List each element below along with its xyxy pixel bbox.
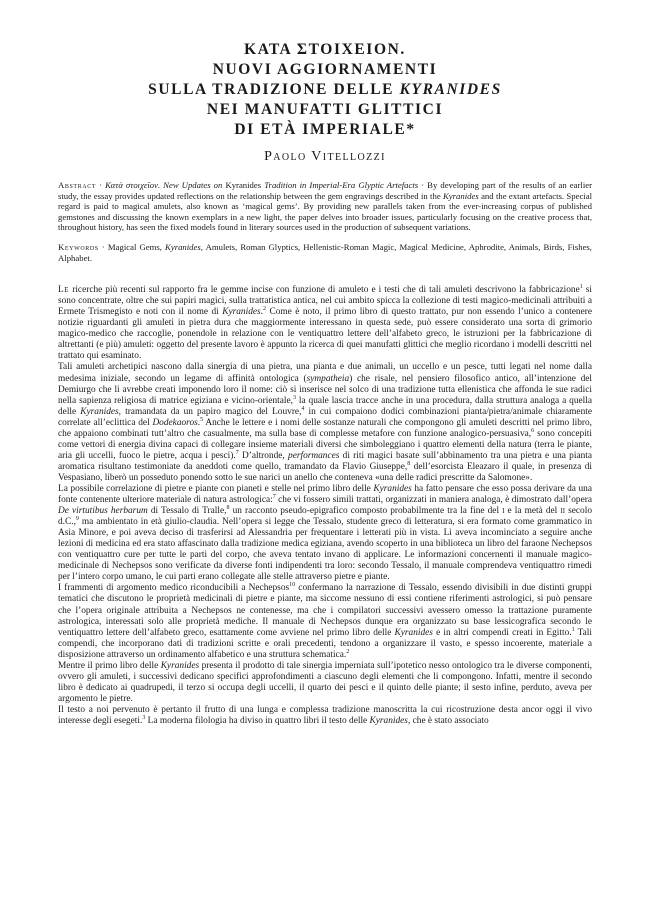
footnote-ref: 7: [235, 449, 239, 456]
p3-b: ha fatto pensare che esso possa derivare da una fonte contenente ulteriore materiale di natura astrologica:: [58, 484, 593, 506]
p1-i1: Kyranides: [222, 307, 261, 318]
p4-i1: Kyranides: [394, 627, 433, 638]
p2-d: , tramandata da un papiro magico del Louvre,: [118, 406, 302, 417]
keywords: [58, 242, 592, 263]
footnote-ref: 6: [531, 427, 535, 434]
p1-a: ricerche più recenti sul rapporto fra le gemme incise con funzione di amuleto e i testi che di tali amuleti descrivono la fabbricazione: [69, 285, 580, 296]
p2-i2: Kyranides: [80, 406, 119, 417]
article-title: [58, 40, 592, 140]
p6-i1: Kyranides: [369, 715, 408, 726]
title-line-3: [58, 80, 592, 100]
p3-i2: De virtutibus herbarum: [58, 506, 148, 517]
article-body: [58, 285, 592, 727]
paragraph-6: [58, 705, 592, 727]
title-line-4: NEI MANUFATTI GLITTICI: [206, 101, 444, 118]
p3-c: che vi fossero simili trattati, organizzati in maniera analoga, è dimostrato dall’opera: [275, 495, 592, 506]
keywords-label: Keywords: [58, 241, 99, 252]
title-line-5: DI ETÀ IMPERIALE*: [234, 121, 416, 138]
abstract-text-a: · By developing part of the results of an earlier study, the essay provides updated reflections on the relationship between the gem engravings described in the: [58, 180, 592, 201]
p2-i1: sympatheia: [306, 373, 350, 384]
p2-h: sono concepiti come vettori di energia divina capaci di collegare insieme materiali diversi che simboleggiano i quattro elementi della natura (terra le piante, aria gli uccelli, fuoco le pietre, acqua i pesci).: [58, 428, 592, 461]
p2-i3: Dodekaoros: [152, 417, 198, 428]
p3-century-1: i: [502, 506, 505, 517]
abstract: [58, 180, 592, 233]
p2-f: .: [197, 417, 201, 428]
p2-g: Anche le lettere e i nomi delle sostanze naturali che compongono gli amuleti descritti nel primo libro, che appaiono combinati tutt’altro che casualmente, ma sulla base di complesse metafore con funzione analogico-persuasiva,: [58, 417, 592, 439]
p3-a: La possibile correlazione di pietre e piante con pianeti e stelle nel primo libro delle: [58, 484, 374, 494]
title-kyranides: KYRANIDES: [399, 81, 502, 98]
p5-b: presenta il prodotto di tale sinergia imperniata sull’ipotetico nesso ontologico tra le diverse componenti, ovvero gli amuleti, i successivi dedicano specifici approfondimenti a ciascuno degli elementi che li compongono. Infatti, mentre il secondo libro è dedicato ai quadrupedi, il terzo si occupa degli uccelli, il quarto dei pesci e il quinto delle piante; il sesto infine, perduto, aveva per argomento le pietre.: [58, 660, 592, 704]
keywords-sep: ·: [98, 241, 108, 252]
author-name: Paolo Vitellozzi: [264, 149, 386, 164]
footnote-ref: 3: [142, 714, 146, 721]
p1-b: si sono concentrate, oltre che sui papiri magici, sulla trattatistica antica, nel cui ambito spicca la collezione di testi magico-medicinali attribuiti a Ermete Trismegisto e noti con il nome di: [58, 285, 592, 318]
footnote-ref: 2: [346, 648, 350, 655]
p4-b: confermano la narrazione di Tessalo, essendo divisibili in due distinti gruppi tematici che discutono le proprietà medicinali di pietre e piante, ma siccome nessuno di essi contiene riferimenti astrologici, si può pensare che l’opera originale attribuita a Nechepsos ne contenesse, ma che i compilatori successivi avessero omesso la trattazione puramente astrologica, interessati solo alle proprietà mediche. Il manuale di Nechepsos dunque era organizzato su base lessicografica secondo le ventiquattro lettere dell’alfabeto greco, esattamente come avviene nel primo libro delle: [58, 583, 592, 638]
p2-i4: performances: [288, 450, 340, 461]
p4-c: e in altri compendi creati in Egitto.: [432, 627, 572, 638]
p3-e: un racconto pseudo-epigrafico composto probabilmente tra la fine del: [229, 506, 503, 517]
p6-a: Il testo a noi pervenuto è pertanto il frutto di una lunga e complessa tradizione manoscritta la cui ricostruzione desta ancor oggi il vivo interesse degli esegeti.: [58, 704, 592, 726]
footnote-ref: 8: [226, 504, 230, 511]
p2-j: di riti magici basate sull’abbinamento tra una pietra e una pianta aromatica risultano testimoniate da aneddoti come quello, tramandato da Flavio Giuseppe,: [58, 450, 593, 472]
footnote-ref: 3: [292, 394, 296, 401]
keywords-text-a: Magical Gems,: [107, 241, 166, 252]
paragraph-4: [58, 583, 592, 660]
p3-i1: Kyranides: [373, 484, 412, 494]
abstract-label: Abstract: [58, 180, 97, 190]
footnote-ref: 7: [272, 493, 276, 500]
abstract-title-c: Tradition in Imperial-Era Glyptic Artefacts: [261, 180, 419, 190]
p2-a: Tali amuleti archetipici nascono dalla sinergia di una pietra, una pianta e due animali, un uccello e un pesce, tutti legati nel nome dalla medesima iniziale, secondo un legame di affinità ontologica (: [58, 362, 592, 384]
footnote-ref: 1: [571, 626, 575, 633]
p3-f: e la metà del: [504, 506, 561, 517]
p6-c: , che è stato associato: [407, 715, 489, 726]
paragraph-2: [58, 362, 592, 484]
footnote-ref: 9: [75, 516, 79, 523]
footnote-ref: 2: [263, 306, 266, 313]
abstract-text-b: Kyranides: [443, 190, 479, 201]
article-page: [58, 40, 592, 727]
p1-d: Come è noto, il primo libro di questo trattato, pur non essendo l’unico a contenere notizie riguardanti gli amuleti in pietra dura che maggiormente interessano in questa sede, può essere considerato una sorta di grimorio magico-medico che raccoglie, ponendole in relazione con le ventiquattro lettere dell’alfabeto greco, le istruzioni per la fabbricazione di altrettanti (e più) amuleti: oggetto del presente lavoro è appunto la ricerca di quei manufatti glittici che meglio ricordano i modelli descritti nel trattato qui esaminato.: [58, 307, 592, 362]
p2-b: ) che risale, nel pensiero filosofico antico, all’intenzione del Demiurgo che li avrebbe creati imponendo loro il nome: ciò si inserisce nel solco di una tradizione tutta ellenistica che affonda le sue radici nella sapienza religiosa di matrice egiziana e vicino-orientale,: [58, 373, 592, 406]
p6-b: La moderna filologia ha diviso in quattro libri il testo delle: [145, 715, 370, 726]
p5-a: Mentre il primo libro delle: [58, 660, 161, 671]
abstract-title-b: Kyranides: [225, 180, 262, 190]
p2-k: dell’esorcista Eleazaro il quale, in presenza di Vespasiano, liberò un posseduto ponendo sotto le sue narici un anello che conteneva «una delle radici prescritte da Salomone».: [58, 461, 592, 483]
p2-e: in cui compaiono dodici combinazioni pianta/pietra/animale chiaramente correlate all’eclittica del: [58, 406, 592, 428]
p3-g: secolo d.C.,: [58, 506, 592, 528]
p3-h: ma ambientato in età giulio-claudia. Nell’opera si legge che Tessalo, studente greco di letteratura, si era formato come grammatico in Asia Minore, e poi aveva deciso di trasferirsi ad Alessandria per frequentare i letterati più in vista. Lì aveva incominciato a seguire anche lezioni di medicina ed era stato affascinato dalla tradizione medica egiziana, avendo scoperto in una biblioteca un libro del faraone Nechepsos con ventiquattro cure per tutte le parti del corpo, che aveva tentato invano di applicare. Le informazioni concernenti il manuale magico-medicinale di Nechepsos sono verificate da diverse fonti indipendenti tra loro: secondo Tessalo, il manuale comprendeva ventiquattro rimedi per l’intero corpo umano, le cui parti erano collegate alle stelle attraverso pietre e piante.: [58, 517, 592, 583]
footnote-ref: 5: [200, 416, 204, 423]
p5-i1: Kyranides: [160, 660, 200, 671]
title-line-2: NUOVI AGGIORNAMENTI: [212, 61, 438, 78]
keywords-text-b: Kyranides: [165, 241, 201, 252]
footnote-ref: 1: [579, 284, 583, 291]
abstract-title-a: New Updates on: [160, 180, 226, 190]
footnote-ref: 10: [289, 582, 296, 589]
p3-d: di Tessalo di Tralle,: [147, 506, 227, 517]
p4-a: I frammenti di argomento medico riconducibili a Nechepsos: [58, 583, 290, 594]
p3-century-2: ii: [560, 506, 566, 517]
p2-i: D’altronde,: [238, 450, 289, 461]
paragraph-5: [58, 661, 592, 705]
paragraph-1: [58, 285, 592, 362]
p1-c: .: [260, 307, 263, 318]
p2-c: la quale lascia tracce anche in una procedura, dalla struttura analoga a quella delle: [58, 395, 592, 417]
p4-d: Tali compendi, che incorporano dati di tradizioni scritte e orali precedenti, tendono a organizzare il vasto, e spesso incoerente, materiale a disposizione attraverso un ordinamento alfabetico e una struttura schematica.: [58, 627, 592, 660]
title-line-3-text: SULLA TRADIZIONE DELLE: [148, 81, 400, 98]
p1-lead: Le: [58, 285, 70, 296]
abstract-greek: Κατὰ στοιχεῖον.: [105, 180, 161, 190]
footnote-ref: 8: [407, 460, 411, 467]
title-line-1: ΚΑΤΑ ΣΤΟΙΧΕΙΟΝ.: [244, 41, 406, 58]
abstract-text-c: and the extant artefacts. Special regard is paid to magical amulets, also known as ‘magical gems’. By providing new parallels taken from the ever-increasing corpus of published gemstones and discussing the known exemplars in a new light, the paper delves into broader issues, particularly focusing on the creative process that, throughout history, has seen the fixed models found in literary sources used in the production of subsequent variations.: [58, 190, 592, 233]
abstract-sep: ·: [96, 180, 106, 190]
keywords-text-c: , Amulets, Roman Glyptics, Hellenistic-Roman Magic, Magical Medicine, Aphrodite, Animals, Birds, Fishes, Alphabet.: [58, 241, 592, 263]
paragraph-3: [58, 484, 592, 583]
footnote-ref: 4: [301, 405, 305, 412]
